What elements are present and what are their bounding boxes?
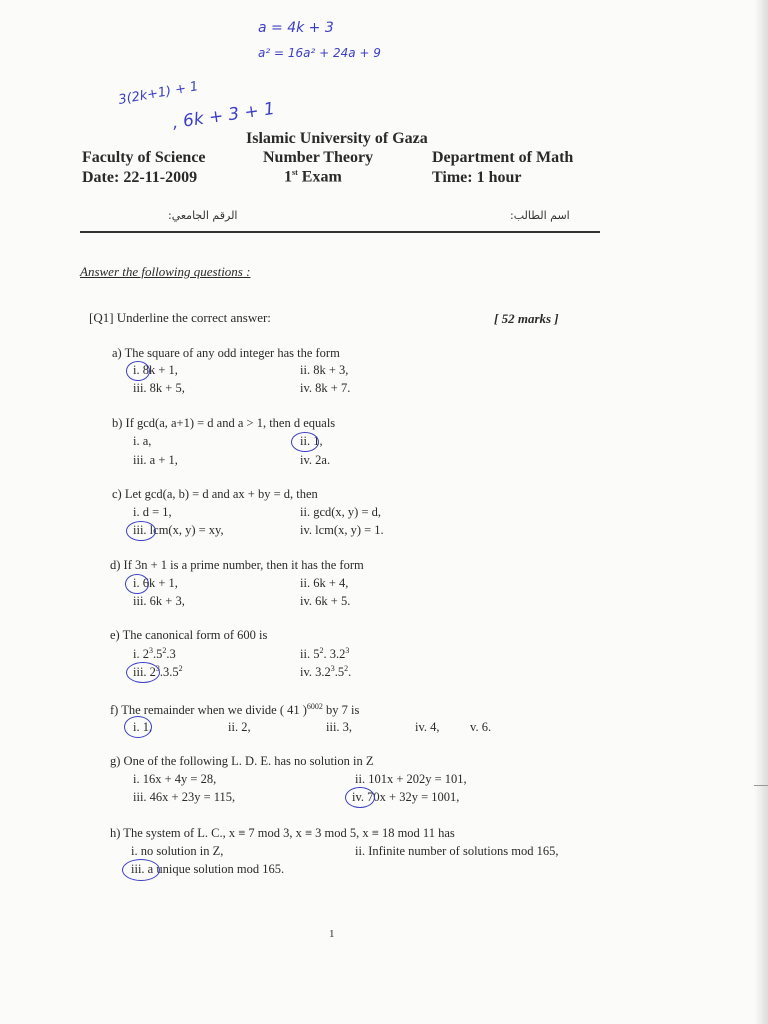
question-f-stem: f) The remainder when we divide ( 41 )$^{6002}$ by 7 is [110, 702, 360, 718]
course-name: Number Theory [263, 149, 374, 166]
faculty-name: Faculty of Science [82, 149, 206, 166]
answer-circle-c [126, 521, 156, 541]
question-c-stem: c) Let gcd(a, b) = d and ax + by = d, then [112, 487, 318, 501]
page-edge-line [754, 785, 768, 786]
answer-circle-h [122, 859, 160, 881]
question-c-option-iii[interactable]: iii. lcm(x, y) = xy, [133, 523, 224, 537]
question-h-option-i[interactable]: i. no solution in Z, [131, 844, 224, 858]
question-e-stem: e) The canonical form of 600 is [110, 628, 268, 642]
question-d-option-iii[interactable]: iii. 6k + 3, [133, 594, 185, 608]
handwritten-note-1: a = 4k + 3 [258, 20, 334, 36]
handwritten-note-4: , 6k + 3 + 1 [171, 98, 277, 134]
question-g-stem: g) One of the following L. D. E. has no solution in Z [110, 754, 374, 768]
instructions: Answer the following questions : [80, 264, 251, 279]
question-b-option-i[interactable]: i. a, [133, 434, 152, 448]
answer-circle-f [124, 716, 152, 738]
handwritten-note-2: a² = 16a² + 24a + 9 [258, 46, 381, 60]
student-id-label: الرقم الجامعي: [168, 209, 238, 222]
question-f-option-v[interactable]: v. 6. [470, 720, 492, 734]
question-g-option-ii[interactable]: ii. 101x + 202y = 101, [355, 772, 467, 786]
question-c-option-i[interactable]: i. d = 1, [133, 505, 172, 519]
question-h-stem: h) The system of L. C., x ≡ 7 mod 3, x ≡ 3 mod 5, x ≡ 18 mod 11 has [110, 826, 455, 840]
question-d-option-i[interactable]: i. 6k + 1, [133, 576, 178, 590]
question-b-option-ii[interactable]: ii. 1, [300, 434, 323, 448]
page-edge-shadow [754, 0, 768, 1024]
question-f-option-i[interactable]: i. 1, [133, 720, 153, 734]
exam-time: Time: 1 hour [432, 169, 522, 186]
header-divider [80, 231, 600, 233]
question-a-option-iii[interactable]: iii. 8k + 5, [133, 381, 185, 395]
question-f-option-ii[interactable]: ii. 2, [228, 720, 251, 734]
question-a-option-i[interactable]: i. 8k + 1, [133, 363, 178, 377]
question-c-option-ii[interactable]: ii. gcd(x, y) = d, [300, 505, 381, 519]
question-b-stem: b) If gcd(a, a+1) = d and a > 1, then d equals [112, 416, 336, 430]
answer-circle-e [126, 662, 160, 683]
question-a-option-ii[interactable]: ii. 8k + 3, [300, 363, 349, 377]
question-g-option-i[interactable]: i. 16x + 4y = 28, [133, 772, 217, 786]
answer-circle-d [125, 574, 149, 594]
q1-marks: [ 52 marks ] [494, 311, 559, 326]
page-number: 1 [329, 928, 335, 940]
question-e-option-i[interactable]: i. $2^3.5^2.3$ [133, 646, 176, 662]
department-name: Department of Math [432, 149, 574, 166]
question-d-option-iv[interactable]: iv. 6k + 5. [300, 594, 351, 608]
question-f-option-iv[interactable]: iv. 4, [415, 720, 440, 734]
question-d-option-ii[interactable]: ii. 6k + 4, [300, 576, 349, 590]
exam-date: Date: 22-11-2009 [82, 169, 198, 186]
q1-label: [Q1] [89, 310, 114, 325]
question-h-option-iii[interactable]: iii. a unique solution mod 165. [131, 862, 285, 876]
question-h-option-ii[interactable]: ii. Infinite number of solutions mod 165, [355, 844, 559, 858]
question-b-option-iii[interactable]: iii. a + 1, [133, 453, 178, 467]
handwritten-note-3: 3(2k+1) + 1 [117, 79, 200, 108]
question-c-option-iv[interactable]: iv. lcm(x, y) = 1. [300, 523, 384, 537]
answer-circle-b [291, 432, 319, 452]
question-b-option-iv[interactable]: iv. 2a. [300, 453, 331, 467]
question-a-stem: a) The square of any odd integer has the form [112, 346, 340, 360]
question-f-option-iii[interactable]: iii. 3, [326, 720, 353, 734]
answer-circle-a [126, 361, 150, 381]
answer-circle-g [345, 787, 375, 808]
q1-text: Underline the correct answer: [116, 310, 271, 325]
university-name: Islamic University of Gaza [246, 130, 428, 147]
question-a-option-iv[interactable]: iv. 8k + 7. [300, 381, 351, 395]
question-g-option-iii[interactable]: iii. 46x + 23y = 115, [133, 790, 236, 804]
q1-heading [89, 310, 271, 326]
question-e-option-ii[interactable]: ii. $5^2$. $3.2^3$ [300, 646, 350, 662]
question-d-stem: d) If 3n + 1 is a prime number, then it has the form [110, 558, 364, 572]
question-e-option-iii[interactable]: iii. $2^3.3.5^2$ [133, 664, 183, 680]
exam-title: 1st Exam [284, 168, 342, 186]
question-g-option-iv[interactable]: iv. 70x + 32y = 1001, [352, 790, 460, 804]
question-e-option-iv[interactable]: iv. $3.2^3.5^2$. [300, 664, 352, 680]
student-name-label: اسم الطالب: [510, 209, 570, 222]
